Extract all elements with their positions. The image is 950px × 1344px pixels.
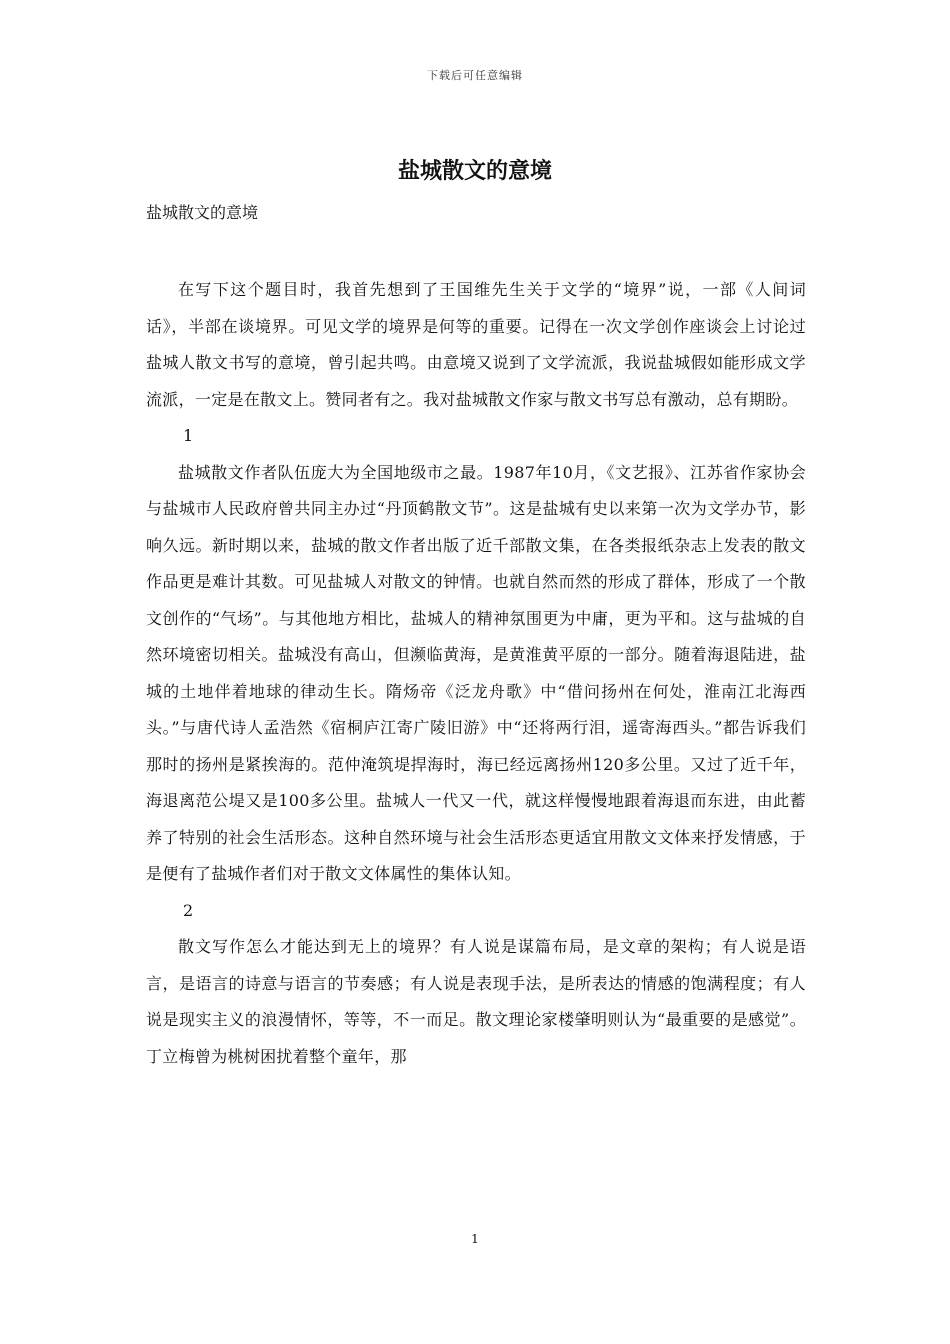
- header-note: 下载后可任意编辑: [427, 69, 523, 82]
- page-number: 1: [471, 1232, 479, 1246]
- paragraph-section-1: 盐城散文作者队伍庞大为全国地级市之最。1987年10月，《文艺报》、江苏省作家协会与盐城市人民政府曾共同主办过“丹顶鹤散文节”。这是盐城有史以来第一次为文学办节，影响久远。新时期以来，盐城的散文作者出版了近千部散文集，在各类报纸杂志上发表的散文作品更是难计其数。可见盐城人对散文的钟情。也就自然而然的形成了群体，形成了一个散文创作的“气场”。与其他地方相比，盐城人的精神氛围更为中庸，更为平和。这与盐城的自然环境密切相关。盐城没有高山，但濒临黄海，是黄淮黄平原的一部分。随着海退陆进，盐城的土地伴着地球的律动生长。隋炀帝《泛龙舟歌》中“借问扬州在何处，淮南江北海西头。”与唐代诗人孟浩然《宿桐庐江寄广陵旧游》中“还将两行泪，遥寄海西头。”都告诉我们那时的扬州是紧挨海的。范仲淹筑堤捍海时，海已经远离扬州120多公里。又过了近千年，海退离范公堤又是100多公里。盐城人一代又一代，就这样慢慢地跟着海退而东进，由此蓄养了特别的社会生活形态。这种自然环境与社会生活形态更适宜用散文文体来抒发情感，于是便有了盐城作者们对于散文文体属性的集体认知。: [146, 462, 806, 883]
- document-subtitle: 盐城散文的意境: [146, 203, 259, 222]
- paragraph-section-2: 散文写作怎么才能达到无上的境界？有人说是谋篇布局，是文章的架构；有人说是语言，是语言的诗意与语言的节奏感；有人说是表现手法，是所表达的情感的饱满程度；有人说是现实主义的浪漫情怀，等等，不一而足。散文理论家楼肇明则认为“最重要的是感觉”。丁立梅曾为桃树困扰着整个童年，那: [146, 937, 806, 1066]
- document-body: [146, 272, 806, 1075]
- section-number-2: 2: [183, 900, 194, 920]
- paragraph-intro: 在写下这个题目时，我首先想到了王国维先生关于文学的“境界”说，一部《人间词话》，半部在谈境界。可见文学的境界是何等的重要。记得在一次文学创作座谈会上讨论过盐城人散文书写的意境，曾引起共鸣。由意境又说到了文学流派，我说盐城假如能形成文学流派，一定是在散文上。赞同者有之。我对盐城散文作家与散文书写总有激动，总有期盼。: [146, 280, 806, 409]
- document-title: 盐城散文的意境: [397, 158, 552, 184]
- section-number-1: 1: [183, 426, 194, 445]
